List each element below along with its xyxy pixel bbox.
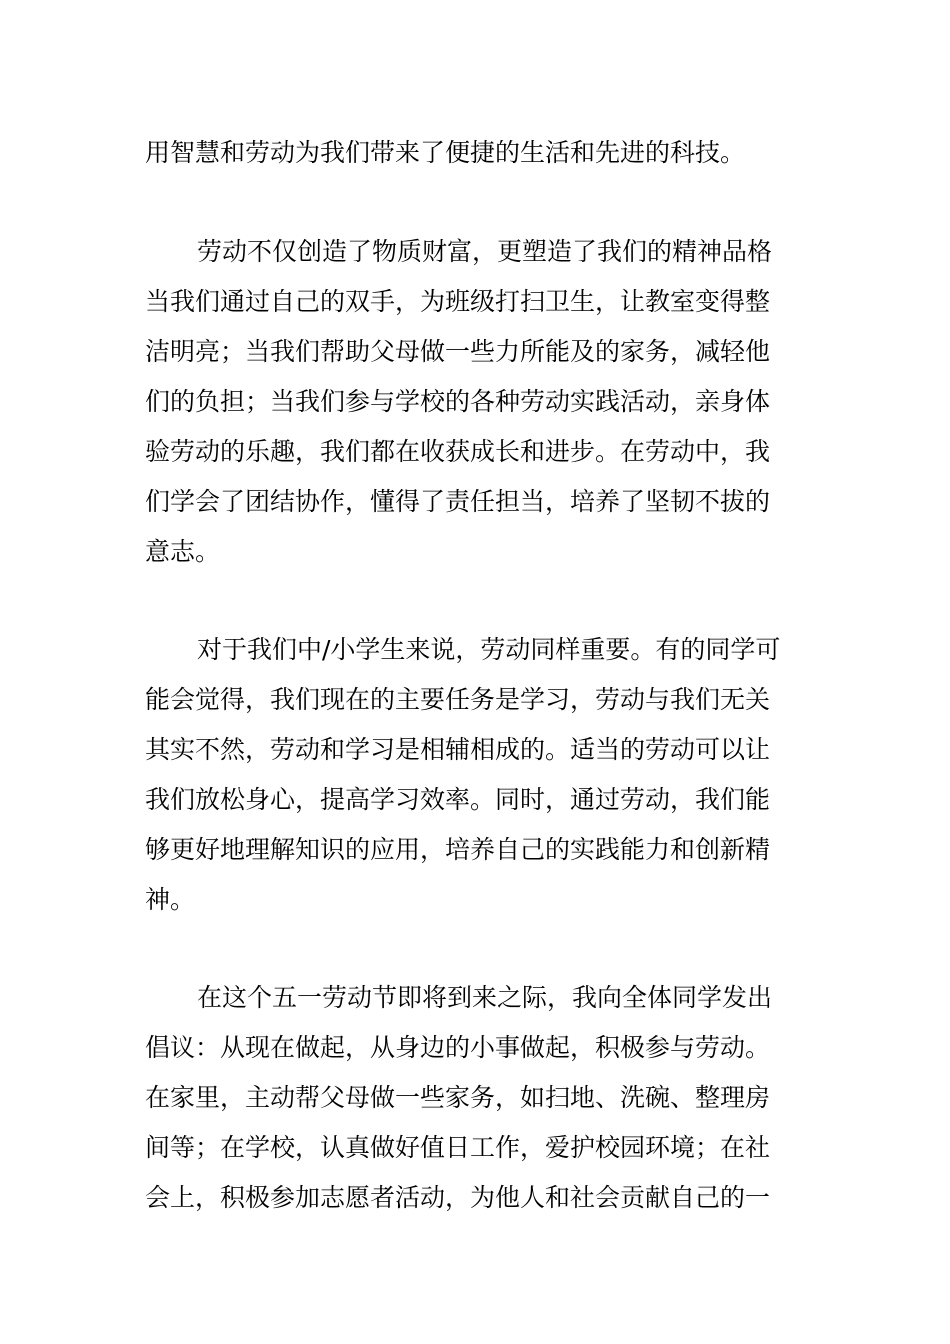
paragraph-4 (145, 973, 810, 1223)
paragraph-line: 们的负担；当我们参与学校的各种劳动实践活动，亲身体 (145, 387, 771, 416)
paragraph-line: 验劳动的乐趣，我们都在收获成长和进步。在劳动中，我 (145, 437, 771, 466)
paragraph-line: 会上，积极参加志愿者活动，为他人和社会贡献自己的一 (145, 1183, 771, 1212)
paragraph-line: 倡议：从现在做起，从身边的小事做起，积极参与劳动。 (145, 1033, 771, 1062)
paragraph-line: 能会觉得，我们现在的主要任务是学习，劳动与我们无关 (145, 685, 771, 714)
paragraph-line: 神。 (145, 885, 196, 914)
paragraph-line: 对于我们中/小学生来说，劳动同样重要。有的同学可 (197, 635, 781, 664)
paragraph-line: 在这个五一劳动节即将到来之际，我向全体同学发出 (197, 983, 773, 1012)
paragraph-line: 在家里，主动帮父母做一些家务，如扫地、洗碗、整理房 (145, 1083, 771, 1112)
paragraph-2 (145, 227, 810, 577)
paragraph-3 (145, 625, 810, 925)
paragraph-line: 们学会了团结协作，懂得了责任担当，培养了坚韧不拔的 (145, 487, 771, 516)
paragraph-line: 够更好地理解知识的应用，培养自己的实践能力和创新精 (145, 835, 771, 864)
paragraph-1 (145, 128, 810, 178)
paragraph-line: 间等；在学校，认真做好值日工作，爱护校园环境；在社 (145, 1133, 771, 1162)
paragraph-line: 用智慧和劳动为我们带来了便捷的生活和先进的科技。 (145, 138, 746, 167)
paragraph-line: 劳动不仅创造了物质财富，更塑造了我们的精神品格 (197, 237, 773, 266)
paragraph-line: 意志。 (145, 537, 221, 566)
paragraph-line: 我们放松身心，提高学习效率。同时，通过劳动，我们能 (145, 785, 771, 814)
paragraph-line: 其实不然，劳动和学习是相辅相成的。适当的劳动可以让 (145, 735, 771, 764)
paragraph-line: 洁明亮；当我们帮助父母做一些力所能及的家务，减轻他 (145, 337, 771, 366)
paragraph-line: 当我们通过自己的双手，为班级打扫卫生，让教室变得整 (145, 287, 771, 316)
